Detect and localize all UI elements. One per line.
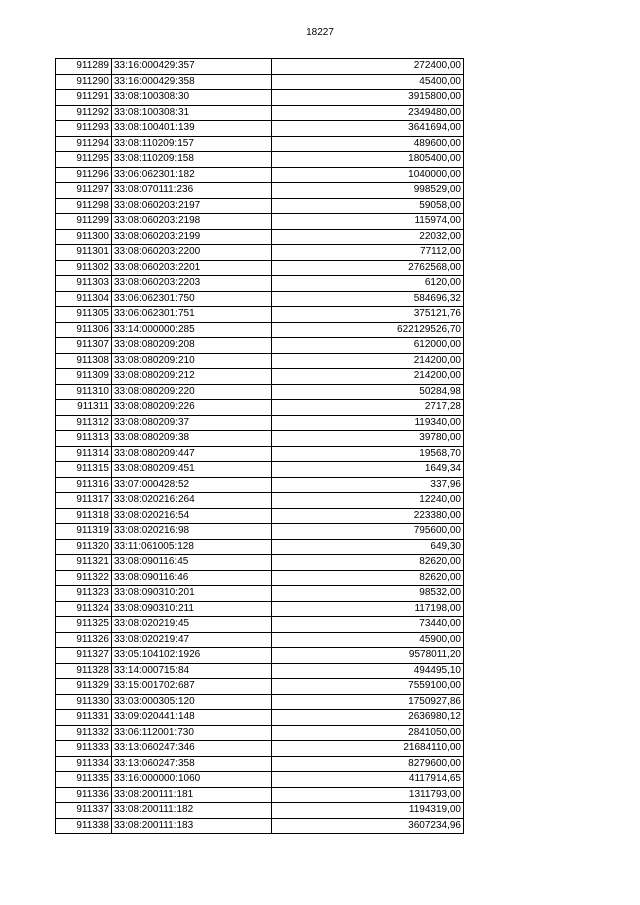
value-cell: 622129526,70	[272, 322, 464, 338]
cadastral-number-cell: 33:08:200111:183	[112, 818, 272, 834]
table-row	[56, 307, 464, 323]
cadastral-number-cell: 33:06:062301:751	[112, 307, 272, 323]
record-number-cell: 911325	[56, 617, 112, 633]
record-number-cell: 911295	[56, 152, 112, 168]
table-row	[56, 632, 464, 648]
value-cell: 489600,00	[272, 136, 464, 152]
value-cell: 2841050,00	[272, 725, 464, 741]
record-number-cell: 911299	[56, 214, 112, 230]
table-row	[56, 260, 464, 276]
registry-table	[55, 58, 464, 834]
value-cell: 1311793,00	[272, 787, 464, 803]
table-row	[56, 462, 464, 478]
cadastral-number-cell: 33:08:110209:158	[112, 152, 272, 168]
cadastral-number-cell: 33:08:090116:45	[112, 555, 272, 571]
table-row	[56, 617, 464, 633]
value-cell: 3641694,00	[272, 121, 464, 137]
table-row	[56, 152, 464, 168]
value-cell: 119340,00	[272, 415, 464, 431]
cadastral-number-cell: 33:16:000000:1060	[112, 772, 272, 788]
cadastral-number-cell: 33:08:090310:201	[112, 586, 272, 602]
table-row	[56, 105, 464, 121]
cadastral-number-cell: 33:16:000429:358	[112, 74, 272, 90]
record-number-cell: 911294	[56, 136, 112, 152]
value-cell: 2762568,00	[272, 260, 464, 276]
record-number-cell: 911320	[56, 539, 112, 555]
value-cell: 272400,00	[272, 59, 464, 75]
value-cell: 115974,00	[272, 214, 464, 230]
record-number-cell: 911300	[56, 229, 112, 245]
record-number-cell: 911335	[56, 772, 112, 788]
table-row	[56, 694, 464, 710]
cadastral-number-cell: 33:06:062301:750	[112, 291, 272, 307]
value-cell: 1649,34	[272, 462, 464, 478]
cadastral-number-cell: 33:08:080209:37	[112, 415, 272, 431]
table-row	[56, 214, 464, 230]
cadastral-number-cell: 33:16:000429:357	[112, 59, 272, 75]
cadastral-number-cell: 33:08:070111:236	[112, 183, 272, 199]
table-row	[56, 369, 464, 385]
table-row	[56, 74, 464, 90]
cadastral-number-cell: 33:13:060247:358	[112, 756, 272, 772]
table-row	[56, 90, 464, 106]
table-row	[56, 493, 464, 509]
value-cell: 2717,28	[272, 400, 464, 416]
table-row	[56, 818, 464, 834]
record-number-cell: 911328	[56, 663, 112, 679]
table-row	[56, 570, 464, 586]
record-number-cell: 911324	[56, 601, 112, 617]
value-cell: 494495,10	[272, 663, 464, 679]
table-row	[56, 245, 464, 261]
table-row	[56, 586, 464, 602]
value-cell: 21684110,00	[272, 741, 464, 757]
value-cell: 649,30	[272, 539, 464, 555]
cadastral-number-cell: 33:08:020219:47	[112, 632, 272, 648]
table-row	[56, 59, 464, 75]
value-cell: 2636980,12	[272, 710, 464, 726]
table-row	[56, 167, 464, 183]
cadastral-number-cell: 33:13:060247:346	[112, 741, 272, 757]
record-number-cell: 911313	[56, 431, 112, 447]
record-number-cell: 911303	[56, 276, 112, 292]
value-cell: 2349480,00	[272, 105, 464, 121]
value-cell: 19568,70	[272, 446, 464, 462]
record-number-cell: 911311	[56, 400, 112, 416]
cadastral-number-cell: 33:08:100401:139	[112, 121, 272, 137]
cadastral-number-cell: 33:08:080209:220	[112, 384, 272, 400]
record-number-cell: 911332	[56, 725, 112, 741]
table-row	[56, 446, 464, 462]
value-cell: 998529,00	[272, 183, 464, 199]
value-cell: 1805400,00	[272, 152, 464, 168]
value-cell: 1194319,00	[272, 803, 464, 819]
cadastral-number-cell: 33:08:020216:98	[112, 524, 272, 540]
table-row	[56, 291, 464, 307]
table-row	[56, 276, 464, 292]
record-number-cell: 911309	[56, 369, 112, 385]
table-row	[56, 183, 464, 199]
record-number-cell: 911291	[56, 90, 112, 106]
table-row	[56, 772, 464, 788]
record-number-cell: 911304	[56, 291, 112, 307]
record-number-cell: 911292	[56, 105, 112, 121]
table-row	[56, 384, 464, 400]
value-cell: 50284,98	[272, 384, 464, 400]
cadastral-number-cell: 33:14:000000:285	[112, 322, 272, 338]
record-number-cell: 911301	[56, 245, 112, 261]
table-row	[56, 725, 464, 741]
record-number-cell: 911333	[56, 741, 112, 757]
record-number-cell: 911289	[56, 59, 112, 75]
registry-table-body	[56, 59, 464, 834]
record-number-cell: 911319	[56, 524, 112, 540]
record-number-cell: 911336	[56, 787, 112, 803]
cadastral-number-cell: 33:08:110209:157	[112, 136, 272, 152]
value-cell: 4117914,65	[272, 772, 464, 788]
value-cell: 214200,00	[272, 353, 464, 369]
record-number-cell: 911302	[56, 260, 112, 276]
cadastral-number-cell: 33:11:061005:128	[112, 539, 272, 555]
value-cell: 73440,00	[272, 617, 464, 633]
cadastral-number-cell: 33:08:200111:181	[112, 787, 272, 803]
value-cell: 3607234,96	[272, 818, 464, 834]
table-row	[56, 338, 464, 354]
value-cell: 82620,00	[272, 555, 464, 571]
cadastral-number-cell: 33:03:000305:120	[112, 694, 272, 710]
value-cell: 98532,00	[272, 586, 464, 602]
value-cell: 375121,76	[272, 307, 464, 323]
cadastral-number-cell: 33:06:062301:182	[112, 167, 272, 183]
record-number-cell: 911310	[56, 384, 112, 400]
record-number-cell: 911315	[56, 462, 112, 478]
cadastral-number-cell: 33:08:020216:54	[112, 508, 272, 524]
cadastral-number-cell: 33:08:080209:226	[112, 400, 272, 416]
record-number-cell: 911307	[56, 338, 112, 354]
table-row	[56, 524, 464, 540]
value-cell: 82620,00	[272, 570, 464, 586]
record-number-cell: 911296	[56, 167, 112, 183]
value-cell: 3915800,00	[272, 90, 464, 106]
cadastral-number-cell: 33:08:100308:30	[112, 90, 272, 106]
value-cell: 22032,00	[272, 229, 464, 245]
cadastral-number-cell: 33:09:020441:148	[112, 710, 272, 726]
cadastral-number-cell: 33:08:080209:447	[112, 446, 272, 462]
record-number-cell: 911326	[56, 632, 112, 648]
table-row	[56, 601, 464, 617]
cadastral-number-cell: 33:08:020219:45	[112, 617, 272, 633]
record-number-cell: 911308	[56, 353, 112, 369]
cadastral-number-cell: 33:05:104102:1926	[112, 648, 272, 664]
cadastral-number-cell: 33:07:000428:52	[112, 477, 272, 493]
table-row	[56, 431, 464, 447]
record-number-cell: 911323	[56, 586, 112, 602]
table-row	[56, 663, 464, 679]
value-cell: 584696,32	[272, 291, 464, 307]
cadastral-number-cell: 33:06:112001:730	[112, 725, 272, 741]
table-row	[56, 508, 464, 524]
cadastral-number-cell: 33:14:000715:84	[112, 663, 272, 679]
record-number-cell: 911331	[56, 710, 112, 726]
table-row	[56, 756, 464, 772]
value-cell: 45900,00	[272, 632, 464, 648]
cadastral-number-cell: 33:08:060203:2201	[112, 260, 272, 276]
record-number-cell: 911334	[56, 756, 112, 772]
value-cell: 45400,00	[272, 74, 464, 90]
record-number-cell: 911330	[56, 694, 112, 710]
value-cell: 795600,00	[272, 524, 464, 540]
record-number-cell: 911306	[56, 322, 112, 338]
table-row	[56, 539, 464, 555]
table-row	[56, 322, 464, 338]
table-row	[56, 679, 464, 695]
value-cell: 223380,00	[272, 508, 464, 524]
page-number: 18227	[306, 27, 334, 38]
table-row	[56, 121, 464, 137]
record-number-cell: 911293	[56, 121, 112, 137]
table-row	[56, 229, 464, 245]
table-row	[56, 555, 464, 571]
table-row	[56, 353, 464, 369]
value-cell: 12240,00	[272, 493, 464, 509]
record-number-cell: 911327	[56, 648, 112, 664]
value-cell: 6120,00	[272, 276, 464, 292]
table-row	[56, 741, 464, 757]
record-number-cell: 911318	[56, 508, 112, 524]
table-row	[56, 198, 464, 214]
value-cell: 7559100,00	[272, 679, 464, 695]
value-cell: 77112,00	[272, 245, 464, 261]
record-number-cell: 911321	[56, 555, 112, 571]
value-cell: 337,96	[272, 477, 464, 493]
value-cell: 9578011,20	[272, 648, 464, 664]
cadastral-number-cell: 33:15:001702:687	[112, 679, 272, 695]
record-number-cell: 911297	[56, 183, 112, 199]
table-row	[56, 400, 464, 416]
cadastral-number-cell: 33:08:100308:31	[112, 105, 272, 121]
cadastral-number-cell: 33:08:200111:182	[112, 803, 272, 819]
cadastral-number-cell: 33:08:080209:212	[112, 369, 272, 385]
value-cell: 612000,00	[272, 338, 464, 354]
table-row	[56, 415, 464, 431]
table-row	[56, 648, 464, 664]
cadastral-number-cell: 33:08:080209:210	[112, 353, 272, 369]
value-cell: 214200,00	[272, 369, 464, 385]
record-number-cell: 911317	[56, 493, 112, 509]
value-cell: 117198,00	[272, 601, 464, 617]
cadastral-number-cell: 33:08:060203:2198	[112, 214, 272, 230]
record-number-cell: 911290	[56, 74, 112, 90]
cadastral-number-cell: 33:08:080209:38	[112, 431, 272, 447]
record-number-cell: 911338	[56, 818, 112, 834]
table-row	[56, 787, 464, 803]
record-number-cell: 911329	[56, 679, 112, 695]
cadastral-number-cell: 33:08:090116:46	[112, 570, 272, 586]
record-number-cell: 911322	[56, 570, 112, 586]
record-number-cell: 911337	[56, 803, 112, 819]
record-number-cell: 911314	[56, 446, 112, 462]
table-row	[56, 136, 464, 152]
cadastral-number-cell: 33:08:080209:208	[112, 338, 272, 354]
record-number-cell: 911305	[56, 307, 112, 323]
record-number-cell: 911316	[56, 477, 112, 493]
cadastral-number-cell: 33:08:060203:2197	[112, 198, 272, 214]
record-number-cell: 911298	[56, 198, 112, 214]
cadastral-number-cell: 33:08:060203:2200	[112, 245, 272, 261]
value-cell: 8279600,00	[272, 756, 464, 772]
value-cell: 1040000,00	[272, 167, 464, 183]
cadastral-number-cell: 33:08:060203:2203	[112, 276, 272, 292]
cadastral-number-cell: 33:08:080209:451	[112, 462, 272, 478]
cadastral-number-cell: 33:08:090310:211	[112, 601, 272, 617]
value-cell: 1750927,86	[272, 694, 464, 710]
record-number-cell: 911312	[56, 415, 112, 431]
table-row	[56, 477, 464, 493]
cadastral-number-cell: 33:08:020216:264	[112, 493, 272, 509]
value-cell: 39780,00	[272, 431, 464, 447]
table-row	[56, 710, 464, 726]
cadastral-number-cell: 33:08:060203:2199	[112, 229, 272, 245]
table-row	[56, 803, 464, 819]
value-cell: 59058,00	[272, 198, 464, 214]
